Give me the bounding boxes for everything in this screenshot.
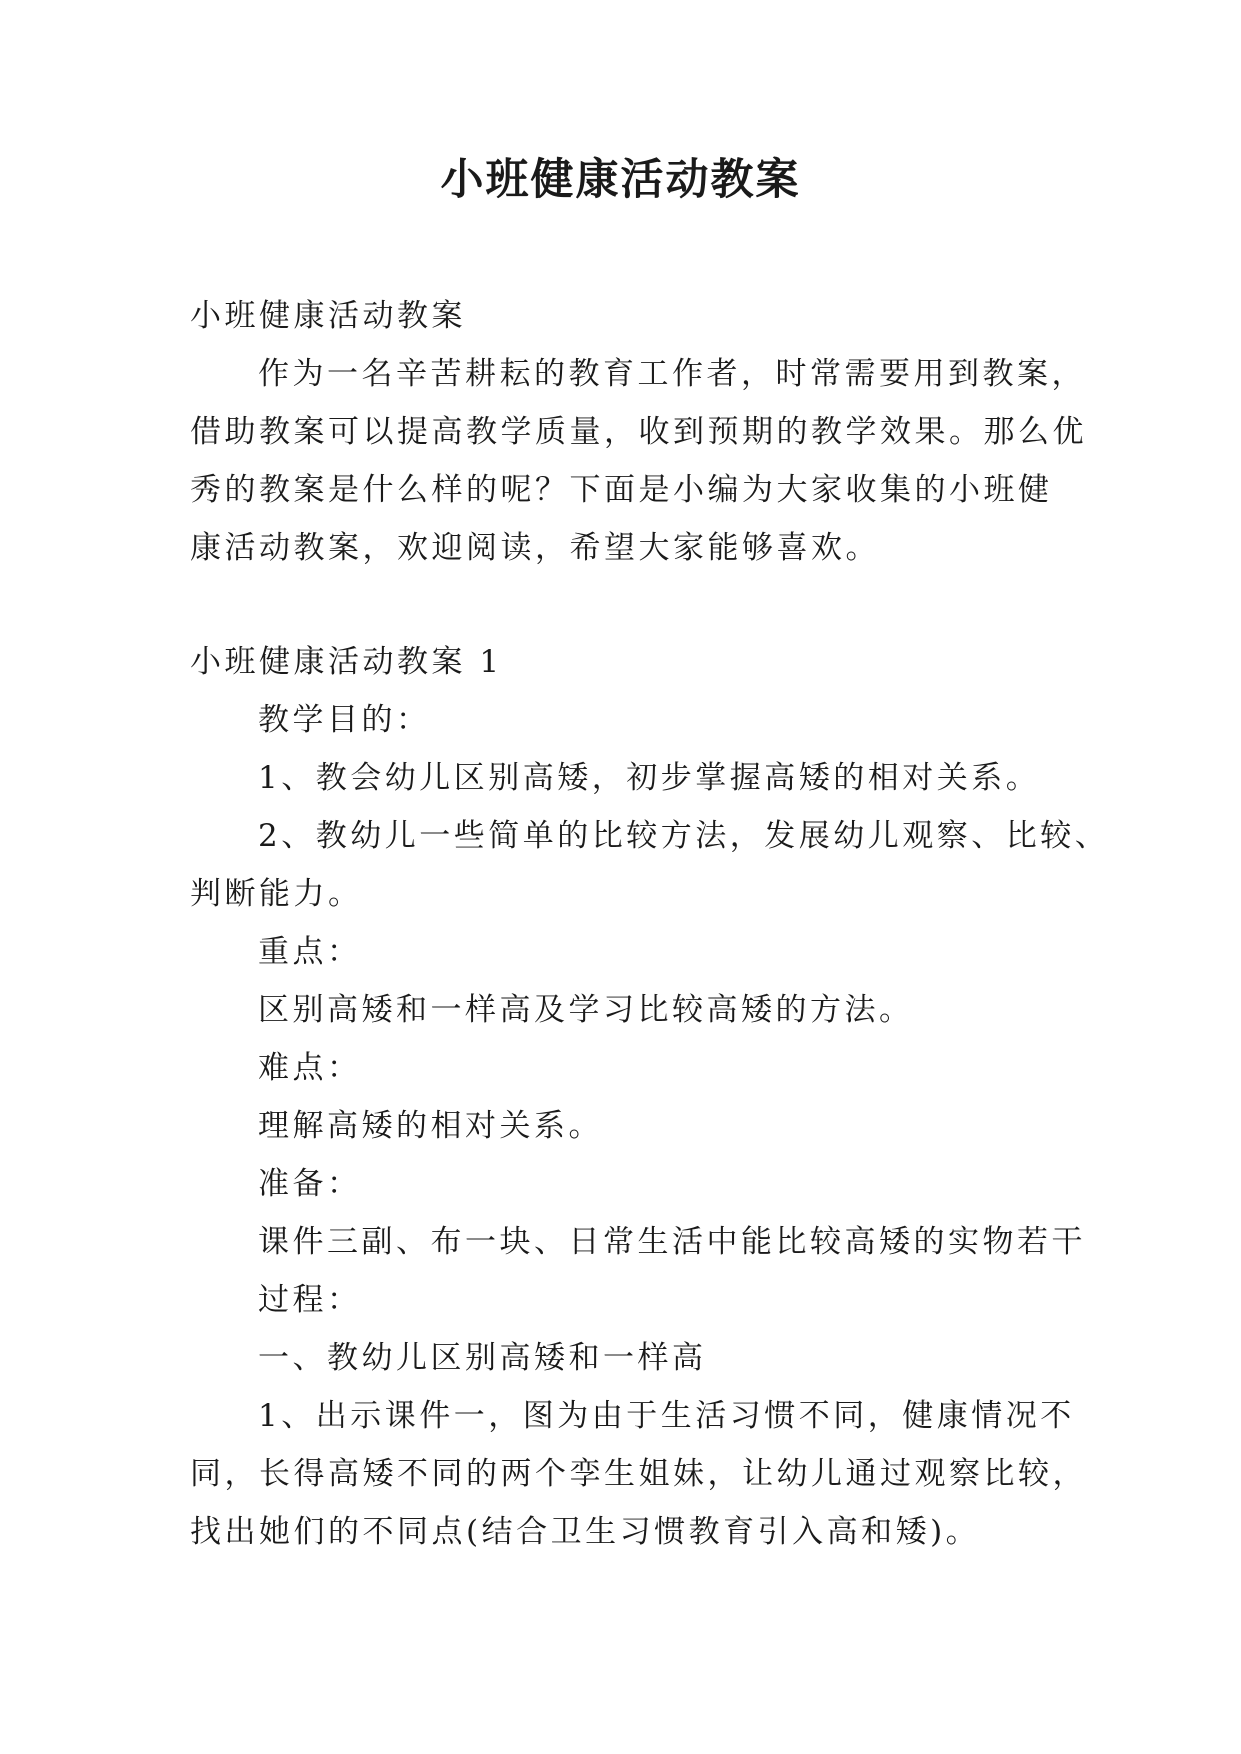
preparation-text: 课件三副、布一块、日常生活中能比较高矮的实物若干 — [258, 1224, 1086, 1260]
difficulty-label: 难点： — [258, 1050, 362, 1086]
key-point-text: 区别高矮和一样高及学习比较高矮的方法。 — [258, 992, 914, 1028]
preparation-label: 准备： — [258, 1166, 362, 1202]
step-paragraph-line: 同，长得高矮不同的两个孪生姐妹，让幼儿通过观察比较， — [190, 1456, 1087, 1492]
step-paragraph-line: 找出她们的不同点(结合卫生习惯教育引入高和矮)。 — [190, 1514, 981, 1550]
step-paragraph-line: 1、出示课件一，图为由于生活习惯不同，健康情况不 — [258, 1398, 1075, 1434]
intro-paragraph-line: 康活动教案，欢迎阅读，希望大家能够喜欢。 — [190, 530, 880, 566]
intro-heading: 小班健康活动教案 — [190, 298, 466, 334]
step-heading: 一、教幼儿区别高矮和一样高 — [258, 1340, 707, 1376]
goal-item: 2、教幼儿一些简单的比较方法，发展幼儿观察、比较、 — [258, 818, 1110, 854]
key-point-label: 重点： — [258, 934, 362, 970]
intro-paragraph-line: 借助教案可以提高教学质量，收到预期的教学效果。那么优 — [190, 414, 1087, 450]
goal-item: 1、教会幼儿区别高矮，初步掌握高矮的相对关系。 — [258, 760, 1041, 796]
goal-item-continuation: 判断能力。 — [190, 876, 363, 912]
process-label: 过程： — [258, 1282, 362, 1318]
intro-paragraph-line: 秀的教案是什么样的呢？下面是小编为大家收集的小班健 — [190, 472, 1053, 508]
intro-paragraph-line: 作为一名辛苦耕耘的教育工作者，时常需要用到教案， — [258, 356, 1086, 392]
document-title: 小班健康活动教案 — [440, 155, 801, 205]
difficulty-text: 理解高矮的相对关系。 — [258, 1108, 603, 1144]
goals-label: 教学目的： — [258, 702, 431, 738]
section-heading: 小班健康活动教案 1 — [190, 644, 503, 680]
